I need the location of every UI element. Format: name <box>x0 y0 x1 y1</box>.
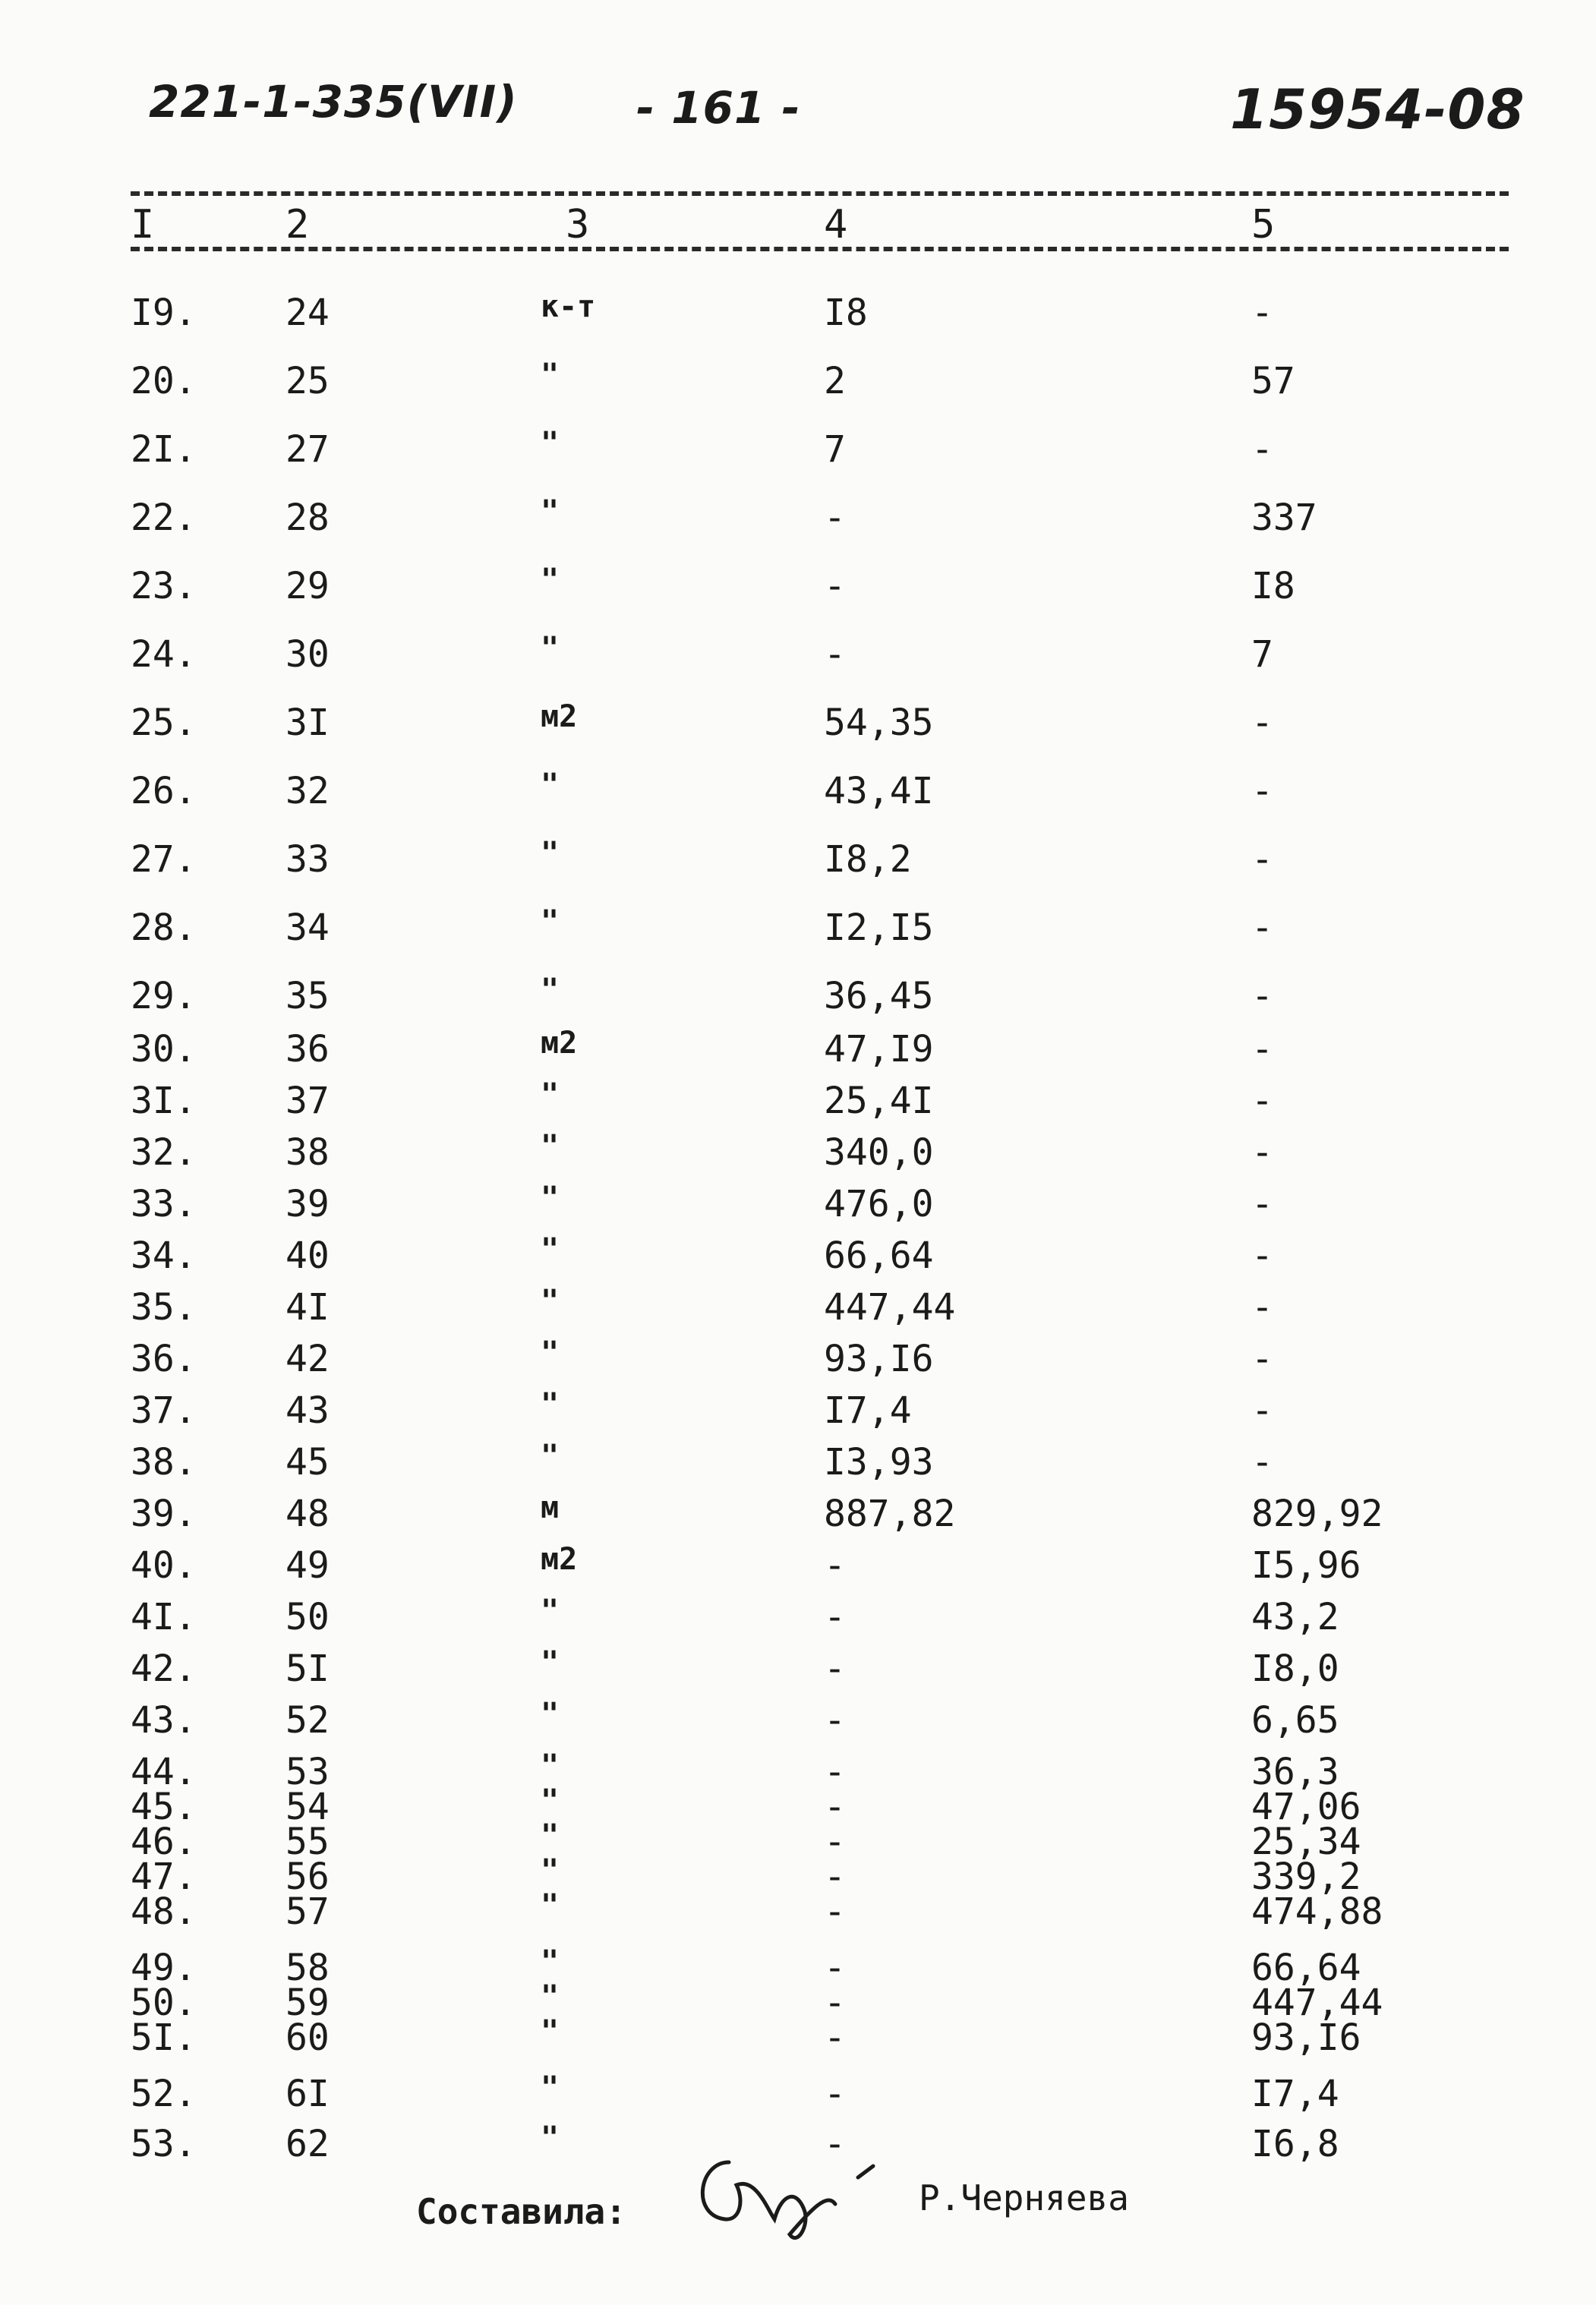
table-cell-col5: - <box>1251 1441 1273 1484</box>
table-cell-col3: " <box>541 563 560 598</box>
table-cell-col1: 34. <box>131 1234 197 1277</box>
table-cell-col3: " <box>541 1387 560 1422</box>
table-cell-col3: " <box>541 426 560 461</box>
table-cell-col4: I7,4 <box>824 1389 912 1432</box>
table-cell-col4: 476,0 <box>824 1183 934 1225</box>
table-cell-col4: 36,45 <box>824 975 934 1017</box>
table-cell-col1: 26. <box>131 770 197 812</box>
table-cell-col2: 33 <box>285 838 330 881</box>
table-cell-col3: " <box>541 1944 560 1979</box>
table-cell-col1: 53. <box>131 2123 197 2165</box>
table-cell-col2: 53 <box>285 1751 330 1793</box>
column-header-1: I <box>131 202 155 248</box>
table-cell-col3: м2 <box>541 699 578 734</box>
table-cell-col5: 337 <box>1251 497 1317 539</box>
table-cell-col1: 40. <box>131 1544 197 1587</box>
table-cell-col2: 57 <box>285 1890 330 1933</box>
table-cell-col4: 7 <box>824 428 846 471</box>
table-cell-col5: I8,0 <box>1251 1648 1339 1690</box>
table-cell-col4: - <box>824 497 846 539</box>
table-cell-col1: 5I. <box>131 2016 197 2059</box>
table-cell-col1: 44. <box>131 1751 197 1793</box>
table-cell-col2: 27 <box>285 428 330 471</box>
table-cell-col4: 54,35 <box>824 702 934 744</box>
table-cell-col5: 36,3 <box>1251 1751 1339 1793</box>
table-cell-col1: 25. <box>131 702 197 744</box>
table-cell-col1: 28. <box>131 907 197 949</box>
table-cell-col3: " <box>541 1439 560 1474</box>
table-cell-col2: 54 <box>285 1786 330 1828</box>
table-cell-col1: 48. <box>131 1890 197 1933</box>
table-cell-col2: 37 <box>285 1080 330 1122</box>
table-cell-col1: 46. <box>131 1821 197 1863</box>
table-cell-col1: 33. <box>131 1183 197 1225</box>
table-cell-col3: " <box>541 1853 560 1888</box>
table-cell-col5: - <box>1251 1131 1273 1174</box>
table-cell-col5: - <box>1251 838 1273 881</box>
table-cell-col3: " <box>541 2121 560 2155</box>
column-header-3: 3 <box>566 202 590 248</box>
table-cell-col1: 37. <box>131 1389 197 1432</box>
table-cell-col2: 29 <box>285 565 330 607</box>
table-cell-col3: " <box>541 1129 560 1164</box>
table-cell-col1: 24. <box>131 633 197 676</box>
table-cell-col1: 45. <box>131 1786 197 1828</box>
table-cell-col4: - <box>824 1947 846 1989</box>
table-cell-col5: - <box>1251 975 1273 1017</box>
table-cell-col3: " <box>541 1645 560 1680</box>
table-cell-col1: 2I. <box>131 428 197 471</box>
table-cell-col4: - <box>824 2073 846 2115</box>
table-cell-col2: 3I <box>285 702 330 744</box>
table-cell-col1: 27. <box>131 838 197 881</box>
table-cell-col1: 38. <box>131 1441 197 1484</box>
table-cell-col5: - <box>1251 1080 1273 1122</box>
table-cell-col1: 20. <box>131 360 197 402</box>
table-cell-col1: 30. <box>131 1028 197 1071</box>
table-cell-col2: 60 <box>285 2016 330 2059</box>
table-cell-col2: 62 <box>285 2123 330 2165</box>
column-header-5: 5 <box>1251 202 1276 248</box>
table-cell-col5: - <box>1251 770 1273 812</box>
table-cell-col3: " <box>541 2070 560 2105</box>
table-cell-col2: 39 <box>285 1183 330 1225</box>
table-cell-col2: 48 <box>285 1493 330 1535</box>
table-cell-col4: 2 <box>824 360 846 402</box>
table-cell-col3: " <box>541 836 560 871</box>
table-cell-col3: " <box>541 768 560 802</box>
table-cell-col5: 829,92 <box>1251 1493 1383 1535</box>
table-cell-col2: 6I <box>285 2073 330 2115</box>
table-cell-col1: 36. <box>131 1338 197 1380</box>
page-number: - 161 - <box>636 82 801 134</box>
table-cell-col4: 66,64 <box>824 1234 934 1277</box>
table-cell-col5: - <box>1251 702 1273 744</box>
table-cell-col3: " <box>541 1335 560 1370</box>
table-cell-col5: 43,2 <box>1251 1596 1339 1638</box>
table-cell-col2: 59 <box>285 1982 330 2024</box>
table-cell-col5: 6,65 <box>1251 1699 1339 1742</box>
table-cell-col3: " <box>541 1077 560 1112</box>
table-cell-col3: " <box>541 1697 560 1732</box>
table-cell-col4: 43,4I <box>824 770 934 812</box>
table-cell-col1: I9. <box>131 292 197 334</box>
table-cell-col3: м2 <box>541 1542 578 1577</box>
table-cell-col5: I6,8 <box>1251 2123 1339 2165</box>
table-cell-col1: 47. <box>131 1856 197 1898</box>
table-cell-col3: " <box>541 631 560 666</box>
table-cell-col5: - <box>1251 1338 1273 1380</box>
table-cell-col5: - <box>1251 1183 1273 1225</box>
table-cell-col1: 3I. <box>131 1080 197 1122</box>
table-cell-col5: - <box>1251 1286 1273 1329</box>
table-cell-col1: 32. <box>131 1131 197 1174</box>
table-cell-col4: - <box>824 1982 846 2024</box>
table-cell-col2: 42 <box>285 1338 330 1380</box>
table-cell-col1: 22. <box>131 497 197 539</box>
compiled-by-label: Составила: <box>416 2191 626 2232</box>
table-cell-col2: 56 <box>285 1856 330 1898</box>
table-cell-col4: I2,I5 <box>824 907 934 949</box>
table-cell-col5: 57 <box>1251 360 1295 402</box>
table-cell-col3: к-т <box>541 289 596 324</box>
table-cell-col1: 39. <box>131 1493 197 1535</box>
table-cell-col3: " <box>541 1888 560 1923</box>
table-cell-col2: 28 <box>285 497 330 539</box>
table-cell-col2: 38 <box>285 1131 330 1174</box>
table-cell-col1: 49. <box>131 1947 197 1989</box>
table-cell-col4: 47,I9 <box>824 1028 934 1071</box>
table-cell-col5: 93,I6 <box>1251 2016 1361 2059</box>
table-cell-col3: " <box>541 1594 560 1629</box>
table-cell-col3: " <box>541 1284 560 1319</box>
table-cell-col4: - <box>824 1890 846 1933</box>
table-cell-col1: 35. <box>131 1286 197 1329</box>
table-cell-col3: " <box>541 2014 560 2049</box>
table-cell-col5: 339,2 <box>1251 1856 1361 1898</box>
table-cell-col4: - <box>824 633 846 676</box>
table-cell-col3: м2 <box>541 1026 578 1061</box>
table-cell-col1: 50. <box>131 1982 197 2024</box>
table-cell-col4: - <box>824 1544 846 1587</box>
table-cell-col4: I8 <box>824 292 868 334</box>
table-cell-col2: 50 <box>285 1596 330 1638</box>
table-cell-col5: 474,88 <box>1251 1890 1383 1933</box>
table-cell-col2: 58 <box>285 1947 330 1989</box>
compiler-name: Р.Черняева <box>919 2177 1129 2218</box>
table-cell-col2: 49 <box>285 1544 330 1587</box>
signature-mark <box>683 2132 881 2246</box>
header-rule-top <box>131 191 1509 196</box>
table-cell-col3: " <box>541 973 560 1007</box>
table-cell-col1: 23. <box>131 565 197 607</box>
table-cell-col4: - <box>824 2123 846 2165</box>
table-cell-col5: - <box>1251 907 1273 949</box>
table-cell-col4: - <box>824 1648 846 1690</box>
table-cell-col3: " <box>541 1818 560 1853</box>
table-cell-col2: 25 <box>285 360 330 402</box>
table-cell-col4: - <box>824 1856 846 1898</box>
table-cell-col5: I7,4 <box>1251 2073 1339 2115</box>
table-cell-col2: 40 <box>285 1234 330 1277</box>
table-cell-col5: 47,06 <box>1251 1786 1361 1828</box>
column-header-2: 2 <box>285 202 310 248</box>
table-cell-col5: 25,34 <box>1251 1821 1361 1863</box>
table-cell-col4: 887,82 <box>824 1493 956 1535</box>
table-cell-col1: 42. <box>131 1648 197 1690</box>
table-cell-col2: 34 <box>285 907 330 949</box>
table-cell-col5: 447,44 <box>1251 1982 1383 2024</box>
table-cell-col4: I8,2 <box>824 838 912 881</box>
column-header-4: 4 <box>824 202 848 248</box>
table-cell-col4: I3,93 <box>824 1441 934 1484</box>
table-cell-col1: 43. <box>131 1699 197 1742</box>
table-cell-col2: 32 <box>285 770 330 812</box>
table-cell-col1: 29. <box>131 975 197 1017</box>
table-cell-col5: - <box>1251 1234 1273 1277</box>
header-rule-bottom <box>131 247 1509 251</box>
table-cell-col4: 447,44 <box>824 1286 956 1329</box>
table-cell-col3: " <box>541 1181 560 1216</box>
table-cell-col5: 66,64 <box>1251 1947 1361 1989</box>
table-cell-col2: 36 <box>285 1028 330 1071</box>
table-cell-col4: - <box>824 565 846 607</box>
table-cell-col4: - <box>824 1596 846 1638</box>
table-cell-col4: 93,I6 <box>824 1338 934 1380</box>
table-cell-col4: 340,0 <box>824 1131 934 1174</box>
table-cell-col4: - <box>824 1751 846 1793</box>
document-code: 221-1-335(VII) <box>149 76 518 128</box>
table-cell-col4: - <box>824 1821 846 1863</box>
table-cell-col2: 30 <box>285 633 330 676</box>
table-cell-col2: 24 <box>285 292 330 334</box>
table-cell-col3: " <box>541 1748 560 1783</box>
document-number: 15954-08 <box>1230 77 1525 141</box>
table-cell-col2: 43 <box>285 1389 330 1432</box>
table-cell-col3: " <box>541 494 560 529</box>
table-cell-col2: 4I <box>285 1286 330 1329</box>
table-cell-col2: 5I <box>285 1648 330 1690</box>
table-cell-col5: - <box>1251 1028 1273 1071</box>
table-cell-col2: 55 <box>285 1821 330 1863</box>
table-cell-col4: - <box>824 1699 846 1742</box>
table-cell-col5: I8 <box>1251 565 1295 607</box>
table-cell-col1: 4I. <box>131 1596 197 1638</box>
table-cell-col5: I5,96 <box>1251 1544 1361 1587</box>
table-cell-col3: " <box>541 1979 560 2014</box>
table-cell-col2: 35 <box>285 975 330 1017</box>
table-cell-col5: - <box>1251 1389 1273 1432</box>
table-cell-col4: - <box>824 1786 846 1828</box>
table-cell-col5: - <box>1251 428 1273 471</box>
table-cell-col3: м <box>541 1490 560 1525</box>
table-cell-col5: 7 <box>1251 633 1273 676</box>
table-cell-col4: 25,4I <box>824 1080 934 1122</box>
table-cell-col1: 52. <box>131 2073 197 2115</box>
table-cell-col2: 45 <box>285 1441 330 1484</box>
table-cell-col2: 52 <box>285 1699 330 1742</box>
table-cell-col4: - <box>824 2016 846 2059</box>
table-cell-col5: - <box>1251 292 1273 334</box>
table-cell-col3: " <box>541 904 560 939</box>
table-cell-col3: " <box>541 358 560 393</box>
table-cell-col3: " <box>541 1783 560 1818</box>
table-cell-col3: " <box>541 1232 560 1267</box>
